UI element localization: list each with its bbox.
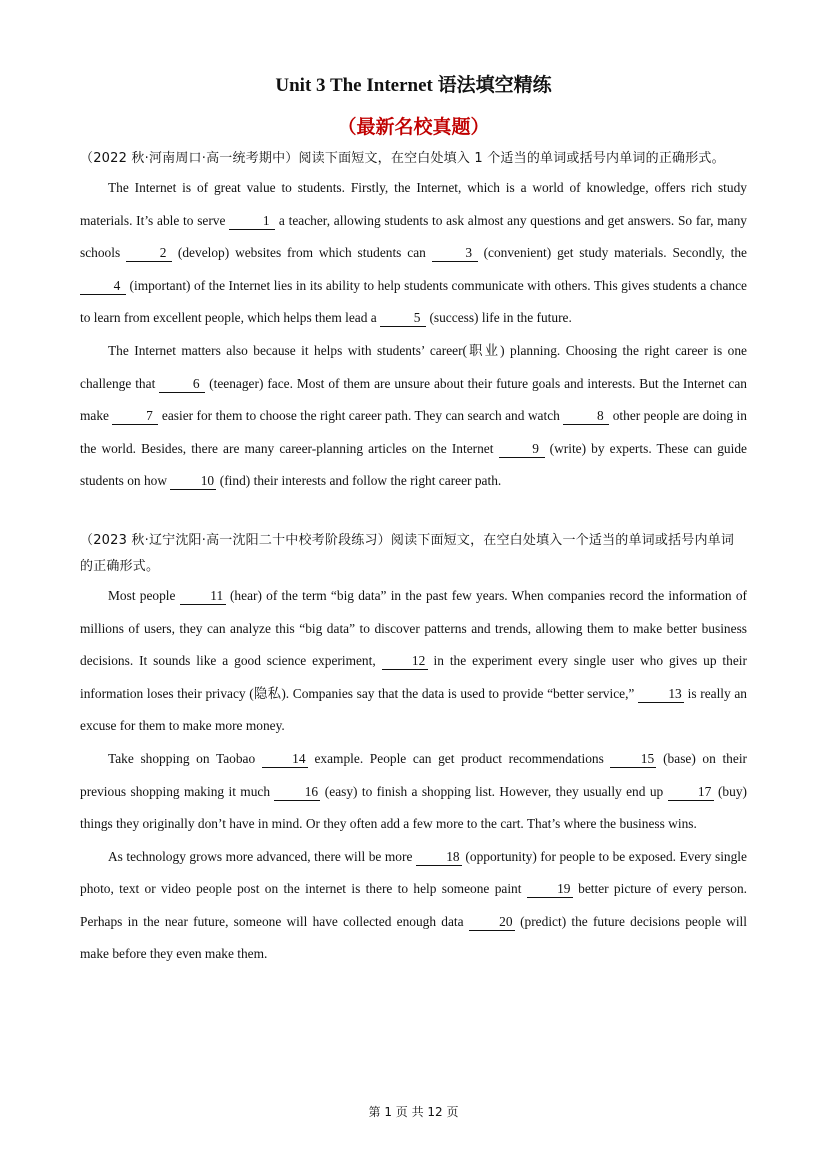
text-run: (opportunity) for people to be exposed. Every single photo, text or video people post on the internet is there to help someone paint [80,848,747,897]
text-run: other people are doing in the world. Besides, there are many career-planning articles on the Internet [80,408,747,456]
text-run: The Internet matters also because it helps with students’ career(职业) planning. Choosing the right career is one challenge that [80,342,747,391]
blank-5[interactable]: 5 [380,310,426,327]
blank-6[interactable]: 6 [159,376,205,393]
text-run: is really an excuse for them to make more money. [80,685,747,734]
section2-paragraph-2 [80,743,747,841]
page-title: Unit 3 The Internet 语法填空精练 [275,75,552,96]
text-run: (find) their interests and follow the right career path. [219,473,502,489]
section1-paragraph-2 [80,335,747,498]
blank-19[interactable]: 19 [527,881,573,898]
page-subtitle: （最新名校真题） [337,117,490,138]
section1-intro: （2022 秋·河南周口·高一统考期中）阅读下面短文，在空白处填入 1 个适当的单词或括号内单词的正确形式。 [80,151,725,166]
blank-4[interactable]: 4 [80,278,126,295]
blank-8[interactable]: 8 [563,408,609,425]
text-run: (buy) things they originally don’t have in mind. Or they often add a few more to the cart. That’s where the business wins. [80,783,747,832]
text-run: As technology grows more advanced, there will be more [108,848,413,864]
blank-1[interactable]: 1 [229,213,275,230]
text-run: (easy) to finish a shopping list. However, they usually end up [324,783,664,799]
text-run: (teenager) face. Most of them are unsure about their future goals and interests. But the Internet can make [80,375,747,424]
blank-13[interactable]: 13 [638,686,684,703]
text-run: (success) life in the future. [429,310,572,326]
section2-paragraph-1 [80,580,747,743]
text-run: (write) by experts. These can guide students on how [80,440,747,489]
text-run: (hear) of the term “big data” in the past few years. When companies record the information of millions of users, they can analyze this “big data” to discover patterns and trends, allowing them to make better business decisions. It sounds like a good science experiment, [80,587,747,669]
text-run: Take shopping on Taobao [108,750,256,766]
blank-20[interactable]: 20 [469,914,515,931]
text-run: Most people [108,587,176,603]
text-run: (important) of the Internet lies in its ability to help students communicate with others. This gives students a chance to learn from excellent people, which helps them lead a [80,277,747,326]
blank-16[interactable]: 16 [274,784,320,801]
blank-11[interactable]: 11 [180,588,226,605]
text-run: (develop) websites from which students can [177,245,426,261]
text-run: in the experiment every single user who gives up their information loses their privacy (隐私). Companies say that the data is used to provide “better service,” [80,653,747,701]
text-run: The Internet is of great value to students. Firstly, the Internet, which is a world of knowledge, offers rich study materials. It’s able to serve [80,180,747,228]
blank-17[interactable]: 17 [668,784,714,801]
text-run: (predict) the future decisions people will make before they even make them. [80,913,747,962]
text-run: (base) on their previous shopping making it much [80,750,747,799]
section2-intro: （2023 秋·辽宁沈阳·高一沈阳二十中校考阶段练习）阅读下面短文，在空白处填入一个适当的单词或括号内单词的正确形式。 [80,532,735,574]
text-run: better picture of every person. Perhaps in the near future, someone will have collected enough data [80,881,747,929]
blank-18[interactable]: 18 [416,849,462,866]
blank-10[interactable]: 10 [170,473,216,490]
blank-14[interactable]: 14 [262,751,308,768]
section-spacer [80,498,747,524]
blank-2[interactable]: 2 [126,245,172,262]
blank-3[interactable]: 3 [432,245,478,262]
section2-paragraph-3 [80,841,747,971]
text-run: example. People can get product recommendations [314,750,604,766]
text-run: easier for them to choose the right career path. They can search and watch [161,408,560,424]
text-run: (convenient) get study materials. Secondly, the [483,245,747,261]
text-run: a teacher, allowing students to ask almost any questions and get answers. So far, many schools [80,212,747,261]
page-footer: 第 1 页 共 12 页 [368,1105,459,1119]
blank-7[interactable]: 7 [112,408,158,425]
blank-15[interactable]: 15 [610,751,656,768]
blank-9[interactable]: 9 [499,441,545,458]
section1-paragraph-1 [80,172,747,335]
blank-12[interactable]: 12 [382,653,428,670]
